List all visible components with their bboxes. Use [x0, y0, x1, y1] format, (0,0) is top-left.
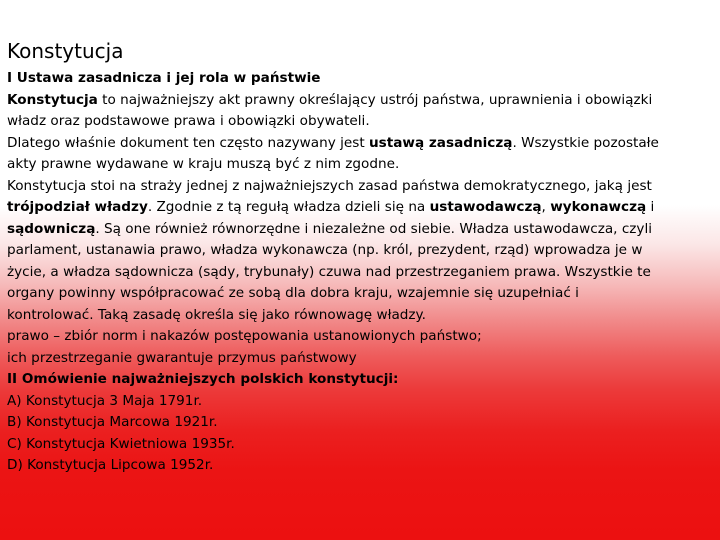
paragraph-line [7, 133, 713, 155]
text-run: . Zgodnie z tą regułą władza dzieli się na [147, 199, 430, 215]
paragraph-line [7, 197, 713, 219]
bold-term: Konstytucja [7, 91, 98, 108]
text-run: , [541, 199, 551, 215]
section-heading-1 [7, 68, 713, 90]
bold-term: ustawodawczą [429, 199, 542, 215]
paragraph-line [7, 90, 713, 112]
text-run: Dlatego właśnie dokument ten często nazywany jest [7, 134, 369, 151]
section-heading-1-text: I Ustawa zasadnicza i jej rola w państwie [7, 70, 321, 86]
text-run: . Są one również równorzędne i niezależne od siebie. Władza ustawodawcza, czyli [95, 220, 653, 237]
paragraph-line: Konstytucja stoi na straży jednej z najważniejszych zasad państwa demokratycznego, jaką jest [7, 177, 652, 194]
paragraph-line: życie, a władza sądownicza (sądy, trybunały) czuwa nad przestrzeganiem prawa. Wszystkie te [7, 263, 651, 280]
list-item: B) Konstytucja Marcowa 1921r. [7, 414, 218, 430]
list-item: A) Konstytucja 3 Maja 1791r. [7, 392, 203, 409]
paragraph-line: ich przestrzeganie gwarantuje przymus państwowy [7, 349, 357, 366]
paragraph-line: organy powinny współpracować ze sobą dla dobra kraju, wzajemnie się uzupełniać i [7, 285, 579, 301]
paragraph-line: kontrolować. Taką zasadę określa się jako równowagę władzy. [7, 306, 426, 323]
text-run: . Wszystkie pozostałe [512, 134, 659, 151]
section-heading-2-text: II Omówienie najważniejszych polskich konstytucji: [7, 371, 399, 387]
text-run: i [646, 199, 655, 215]
paragraph-line: władz oraz podstawowe prawa i obowiązki obywateli. [7, 113, 370, 129]
paragraph-line [7, 219, 713, 241]
section-heading-2 [7, 369, 713, 391]
slide-body [7, 68, 713, 477]
paragraph-line: prawo – zbiór norm i nakazów postępowania ustanowionych państwo; [7, 328, 482, 344]
bold-term: wykonawczą [550, 199, 647, 215]
list-item: D) Konstytucja Lipcowa 1952r. [7, 457, 214, 473]
bold-term: trójpodział władzy [7, 199, 148, 215]
slide-title: Konstytucja [7, 39, 124, 63]
list-item: C) Konstytucja Kwietniowa 1935r. [7, 435, 235, 452]
text-run: to najważniejszy akt prawny określający ustrój państwa, uprawnienia i obowiązki [97, 91, 653, 108]
paragraph-line: akty prawne wydawane w kraju muszą być z nim zgodne. [7, 156, 400, 172]
bold-term: sądowniczą [7, 220, 96, 237]
bold-term: ustawą zasadniczą [368, 134, 513, 151]
paragraph-line: parlament, ustanawia prawo, władza wykonawcza (np. król, prezydent, rząd) wprowadza je w [7, 242, 643, 258]
